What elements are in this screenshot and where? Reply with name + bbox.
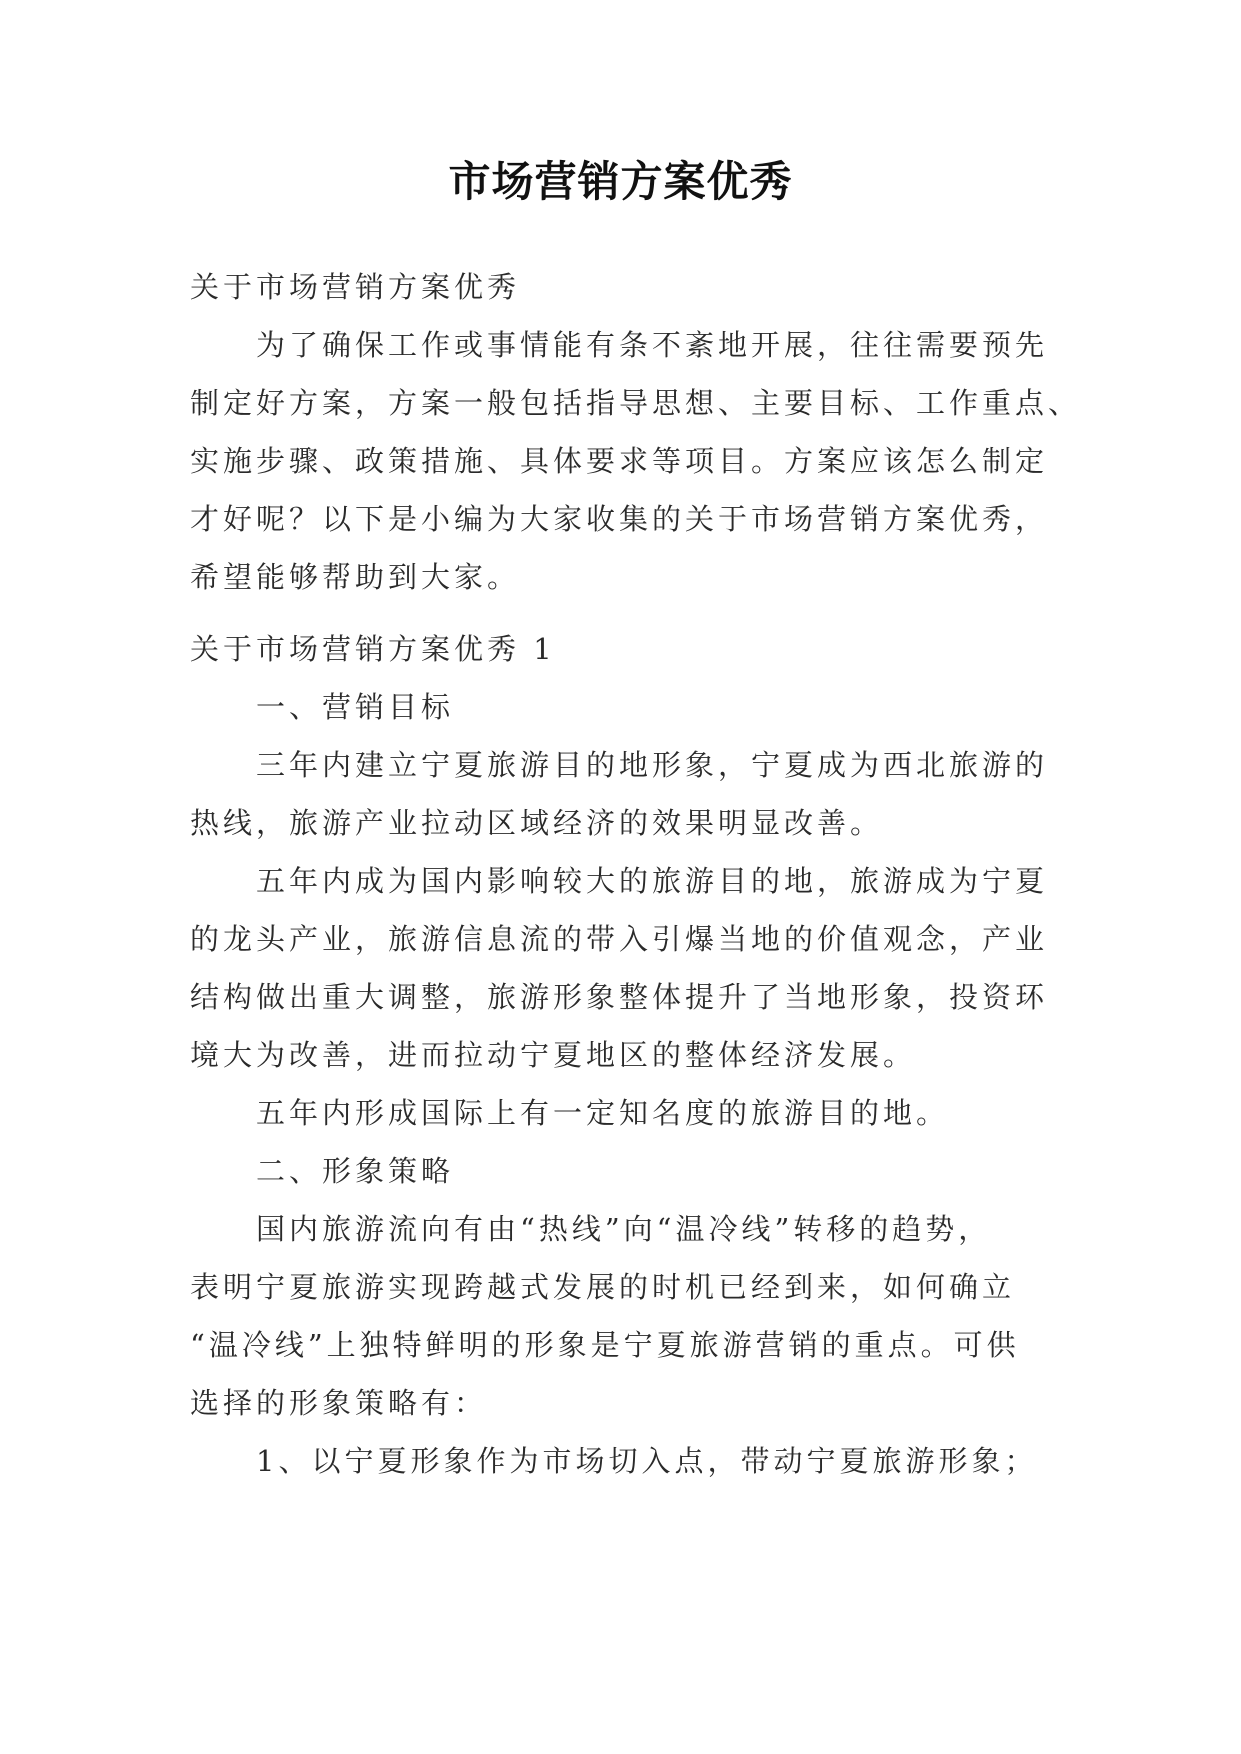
paragraph-line: 五年内形成国际上有一定知名度的旅游目的地。 [256,1096,950,1130]
paragraph-line: 国内旅游流向有由“热线”向“温冷线”转移的趋势， [256,1212,992,1246]
subheading-image-strategy: 二、形象策略 [256,1154,455,1188]
intro-heading: 关于市场营销方案优秀 [190,270,521,304]
intro-section [190,258,1082,606]
paragraph-line: 结构做出重大调整，旅游形象整体提升了当地形象，投资环 [190,980,1049,1014]
section-1 [190,620,1050,1490]
paragraph-line: 表明宁夏旅游实现跨越式发展的时机已经到来，如何确立 [190,1270,1016,1304]
section-heading: 关于市场营销方案优秀 1 [190,632,556,666]
paragraph-line: 境大为改善，进而拉动宁夏地区的整体经济发展。 [190,1038,917,1072]
paragraph-line: 五年内成为国内影响较大的旅游目的地，旅游成为宁夏 [256,864,1049,898]
paragraph-line: “温冷线”上独特鲜明的形象是宁夏旅游营销的重点。可供 [190,1328,1020,1362]
intro-paragraph-line: 实施步骤、政策措施、具体要求等项目。方案应该怎么制定 [190,444,1049,478]
intro-paragraph-line: 为了确保工作或事情能有条不紊地开展，往往需要预先 [256,328,1049,362]
intro-paragraph-line: 希望能够帮助到大家。 [190,560,521,594]
paragraph-line: 的龙头产业，旅游信息流的带入引爆当地的价值观念，产业 [190,922,1049,956]
document-title: 市场营销方案优秀 [448,157,793,206]
paragraph-line: 热线，旅游产业拉动区域经济的效果明显改善。 [190,806,884,840]
intro-paragraph-line: 才好呢？以下是小编为大家收集的关于市场营销方案优秀， [190,502,1049,536]
paragraph-line: 选择的形象策略有： [190,1386,488,1420]
intro-paragraph-line: 制定好方案，方案一般包括指导思想、主要目标、工作重点、 [190,386,1082,420]
list-item: 1、以宁夏形象作为市场切入点，带动宁夏旅游形象； [256,1444,1038,1478]
subheading-marketing-goals: 一、营销目标 [256,690,455,724]
paragraph-line: 三年内建立宁夏旅游目的地形象，宁夏成为西北旅游的 [256,748,1049,782]
